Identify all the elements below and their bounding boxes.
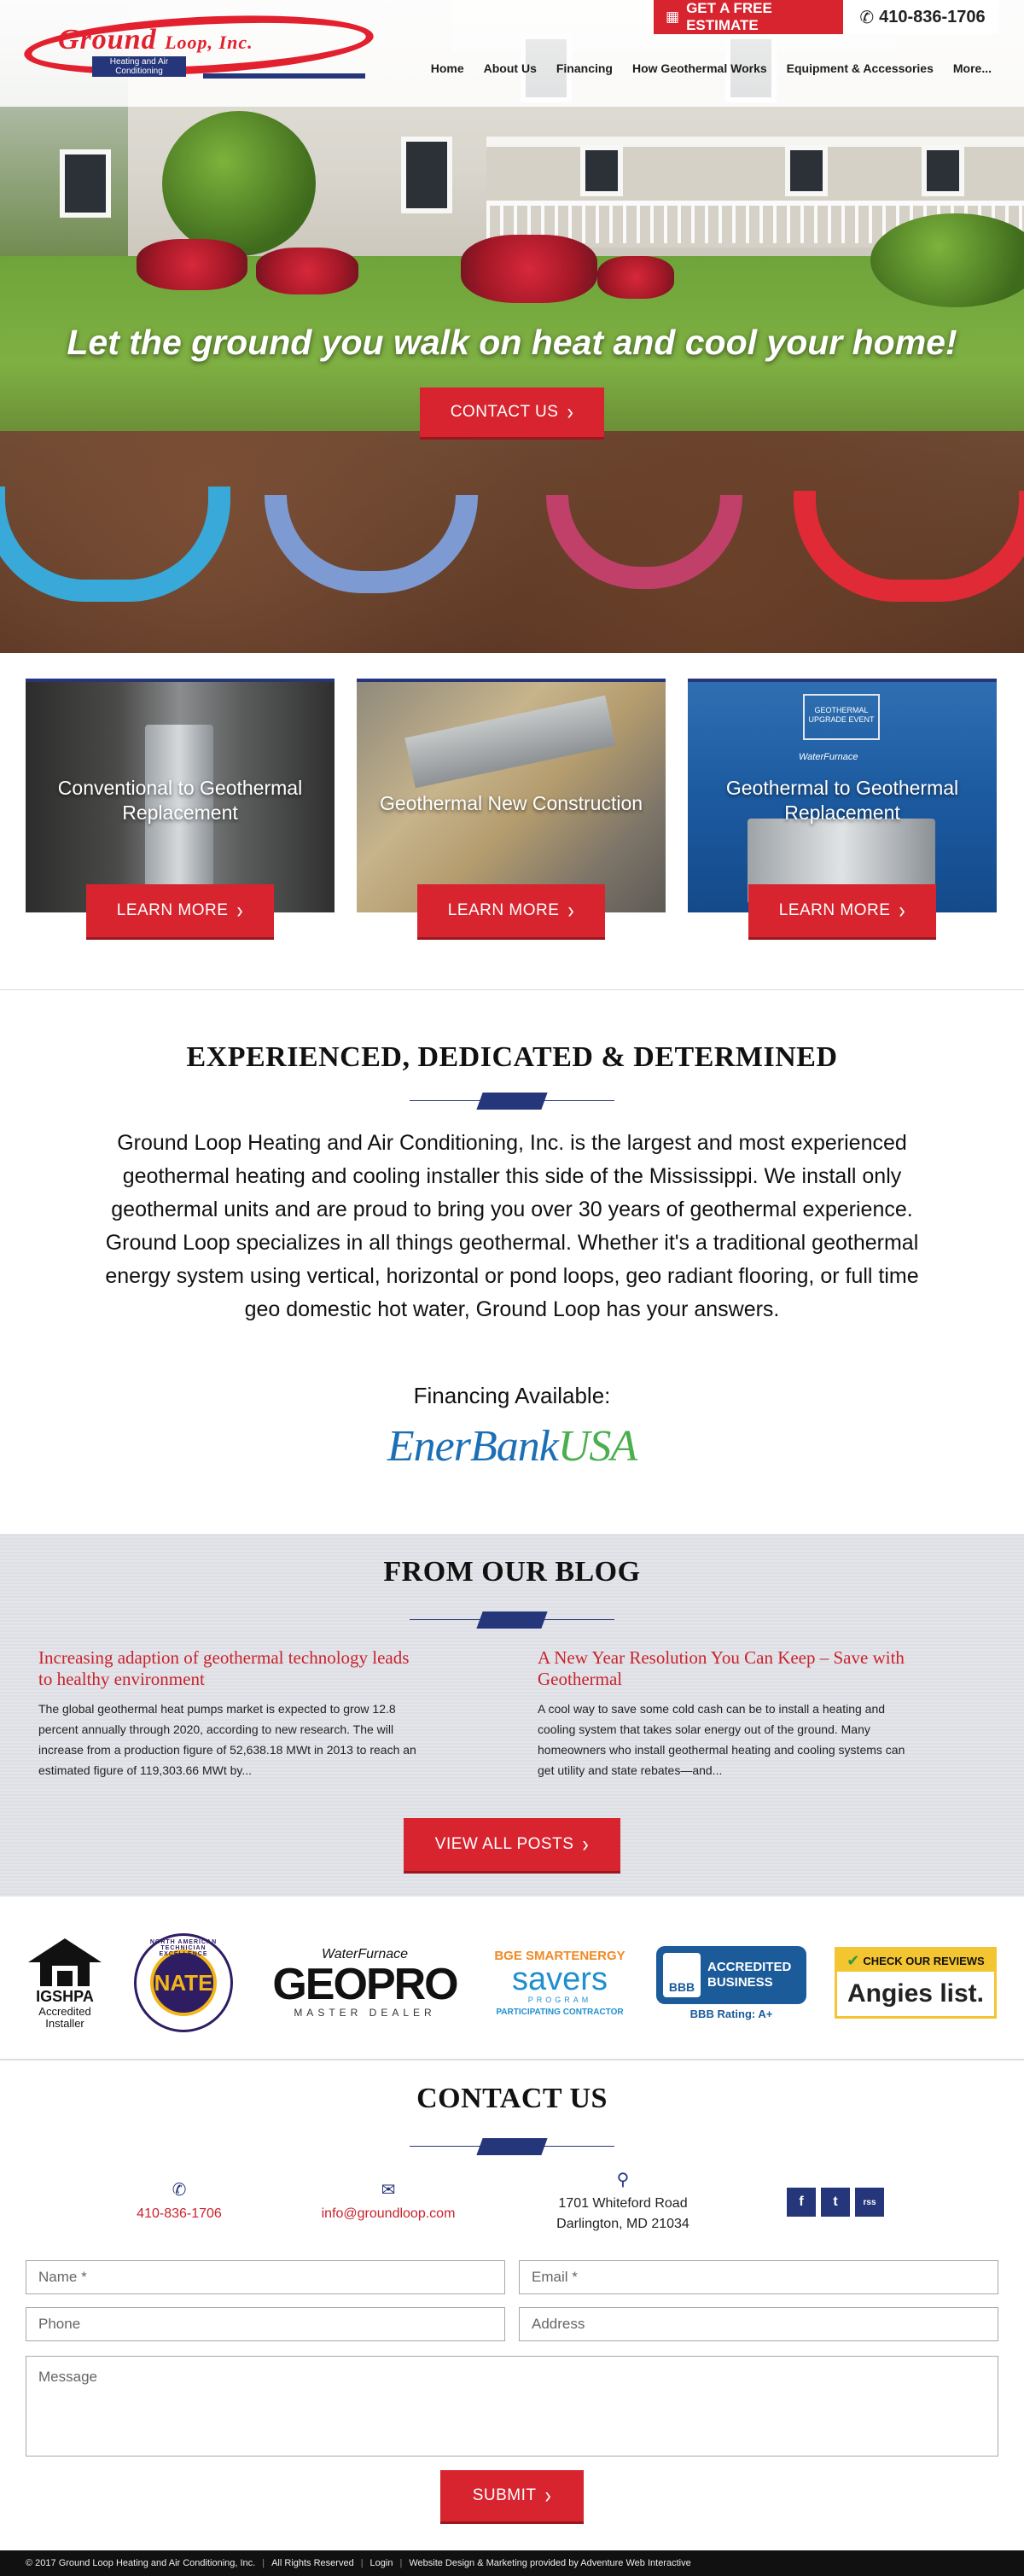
service-card-new-construction[interactable]: Geothermal New Construction — [357, 679, 666, 912]
learn-more-button-conventional[interactable]: LEARN MORE › — [86, 884, 274, 937]
main-nav — [431, 61, 992, 75]
blog-post — [38, 1647, 422, 1780]
bbb-badge[interactable]: BBB ACCREDITED BUSINESS BBB Rating: A+ — [655, 1932, 807, 2034]
phone-icon: ✆ — [172, 2181, 187, 2200]
hero-contact-button[interactable]: CONTACT US › — [420, 388, 604, 437]
geopro-badge[interactable]: WaterFurnace GEOPRO MASTER DEALER — [272, 1947, 457, 2019]
service-card-conventional[interactable]: Conventional to Geothermal Replacement — [26, 679, 335, 912]
email-input[interactable]: Email * — [519, 2260, 998, 2294]
learn-more-button-geo-replacement[interactable]: LEARN MORE › — [748, 884, 936, 937]
footer-copyright: © 2017 Ground Loop Heating and Air Conditioning, Inc. — [26, 2558, 256, 2568]
name-input[interactable]: Name * — [26, 2260, 505, 2294]
nav-home[interactable]: Home — [430, 61, 464, 75]
map-marker-icon: ⚲ — [616, 2171, 630, 2189]
service-card-geo-replacement[interactable]: GEOTHERMAL UPGRADE EVENT WaterFurnace Geothermal to Geothermal Replacement — [688, 679, 997, 912]
nav-more[interactable]: More... — [952, 61, 992, 75]
chevron-right-icon: › — [582, 1831, 590, 1857]
company-logo[interactable]: Ground Loop, Inc. Heating and Air Conditioning — [24, 12, 374, 84]
footer-rights: All Rights Reserved — [271, 2558, 354, 2568]
header-phone-link[interactable]: ✆ 410-836-1706 — [847, 0, 998, 34]
envelope-icon: ✉ — [381, 2181, 396, 2200]
calculator-icon: ▦ — [666, 9, 680, 25]
learn-more-button-new-construction[interactable]: LEARN MORE › — [417, 884, 605, 937]
blog-post-excerpt: A cool way to save some cold cash can be to install a heating and cooling system that takes solar energy out of the ground. Many homeowners who install geothermal heating and cooling systems can get utility and state rebates—and... — [538, 1702, 905, 1777]
logo-subtitle: Heating and Air Conditioning — [92, 56, 186, 77]
nate-badge[interactable]: NORTH AMERICAN TECHNICIAN EXCELLENCE NATE — [132, 1932, 235, 2034]
phone-icon: ✆ — [859, 8, 875, 27]
submit-button[interactable]: SUBMIT › — [440, 2470, 584, 2521]
footer-credit-link[interactable]: Website Design & Marketing provided by Adventure Web Interactive — [409, 2558, 691, 2568]
phone-input[interactable]: Phone — [26, 2307, 505, 2341]
hero-headline: Let the ground you walk on heat and cool your home! — [67, 323, 957, 362]
blog-post — [538, 1647, 922, 1780]
chevron-right-icon: › — [567, 399, 574, 425]
blog-title: FROM OUR BLOG — [383, 1556, 641, 1588]
facebook-icon[interactable]: f — [787, 2188, 816, 2217]
title-decoration — [410, 1093, 614, 1110]
igshpa-house-icon — [26, 1937, 103, 1988]
nav-how-geothermal-works[interactable]: How Geothermal Works — [631, 61, 767, 75]
contact-address: ⚲ 1701 Whiteford Road Darlington, MD 21034 — [529, 2170, 717, 2235]
section-divider — [0, 2059, 1024, 2060]
chevron-right-icon: › — [899, 897, 906, 924]
nav-financing[interactable]: Financing — [556, 61, 613, 75]
blog-post-title[interactable]: A New Year Resolution You Can Keep – Save with Geothermal — [538, 1647, 905, 1689]
chevron-right-icon: › — [567, 897, 575, 924]
twitter-icon[interactable]: t — [821, 2188, 850, 2217]
title-decoration — [410, 2138, 614, 2155]
footer-login-link[interactable]: Login — [369, 2558, 393, 2568]
contact-title: CONTACT US — [416, 2083, 608, 2114]
blog-post-excerpt: The global geothermal heat pumps market is expected to grow 12.8 percent annually through 2020, according to new research. The will increase from a production figure of 52,638.18 MWt in 2013 to reach an estimated figure of 119,303.66 MWt by... — [38, 1702, 416, 1777]
title-decoration — [410, 1611, 614, 1629]
chevron-right-icon: › — [544, 2482, 552, 2509]
contact-email[interactable]: ✉ info@groundloop.com — [303, 2180, 474, 2224]
checkmark-icon: ✔ — [847, 1951, 860, 1969]
bbb-torch-icon: BBB — [663, 1953, 701, 1997]
rss-icon[interactable]: rss — [855, 2188, 884, 2217]
enerbank-logo[interactable]: EnerBankUSA — [387, 1422, 637, 1471]
address-input[interactable]: Address — [519, 2307, 998, 2341]
nav-about-us[interactable]: About Us — [483, 61, 537, 75]
section-divider — [0, 989, 1024, 990]
about-title: EXPERIENCED, DEDICATED & DETERMINED — [186, 1041, 838, 1073]
message-textarea[interactable]: Message — [26, 2356, 998, 2457]
chevron-right-icon: › — [236, 897, 244, 924]
site-footer: © 2017 Ground Loop Heating and Air Conditioning, Inc. | All Rights Reserved | Login | Website Design & Marketing provided by Adventure Web Interactive — [0, 2550, 1024, 2576]
bge-smartenergy-badge[interactable]: BGE SMARTENERGY savers PROGRAM PARTICIPATING CONTRACTOR — [494, 1949, 625, 2017]
financing-label: Financing Available: — [413, 1383, 611, 1408]
igshpa-badge[interactable]: IGSHPA Accredited Installer — [26, 1932, 104, 2034]
about-body: Ground Loop Heating and Air Conditioning, Inc. is the largest and most experienced geothermal heating and cooling installer this side of the Mississippi. We install only geothermal units and are proud to bring you over 30 years of geothermal experience. Ground Loop specializes in all things geothermal. Whether it's a traditional geothermal energy system using vertical, horizontal or pond loops, geo radiant flooring, or full time geo domestic hot water, Ground Loop has your answers. — [105, 1131, 919, 1321]
hero-banner — [0, 0, 1024, 653]
angies-list-badge[interactable]: ✔ CHECK OUR REVIEWS Angies list. — [834, 1932, 998, 2034]
view-all-posts-button[interactable]: VIEW ALL POSTS › — [404, 1818, 620, 1871]
social-links — [787, 2188, 884, 2217]
contact-phone[interactable]: ✆ 410-836-1706 — [111, 2180, 247, 2224]
nav-equipment-accessories[interactable]: Equipment & Accessories — [786, 61, 934, 75]
free-estimate-button[interactable]: ▦ GET A FREE ESTIMATE — [654, 0, 843, 34]
blog-post-title[interactable]: Increasing adaption of geothermal technology leads to healthy environment — [38, 1647, 410, 1689]
